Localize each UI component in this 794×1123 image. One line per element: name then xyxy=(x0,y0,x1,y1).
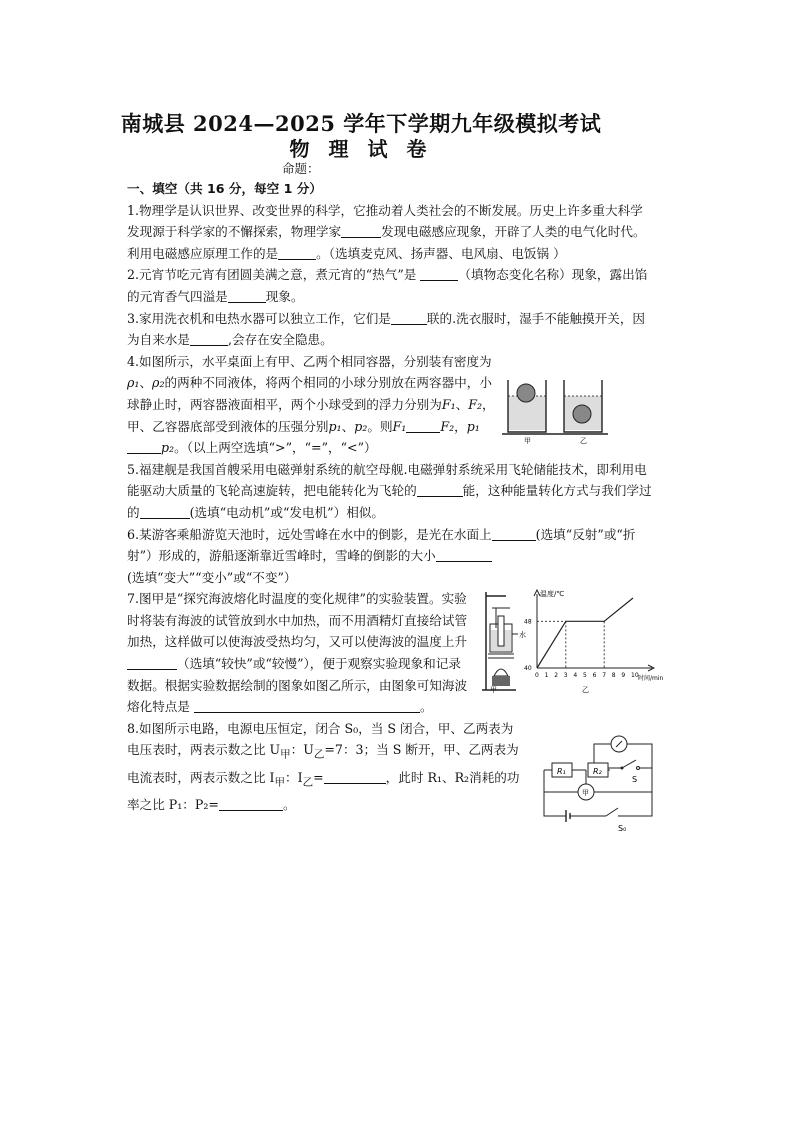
x-tick-label: 1 xyxy=(544,672,549,679)
q4-text-h: 。（以上两空选填“>”，“=”，“<”） xyxy=(174,440,377,456)
answer-blank[interactable] xyxy=(436,547,492,562)
temperature-curve xyxy=(537,598,633,668)
q5-text-c: (选填“电动机”或“发电机”）相似。 xyxy=(189,504,384,520)
answer-blank[interactable] xyxy=(127,439,161,454)
q2-text-a: 2.元宵节吃元宵有团圆美满之意，煮元宵的“热气”是 xyxy=(127,267,421,283)
q2-text-b: （填物态变化名称）现象，露出馅的元宵香气四溢是 xyxy=(127,267,648,304)
q8-sub: 乙 xyxy=(302,776,314,789)
section-heading: 一、填空（共 16 分，每空 1 分） xyxy=(127,181,322,196)
y-tick-label: 48 xyxy=(524,618,532,626)
ball-b xyxy=(573,405,591,423)
p2-symbol: p₂ xyxy=(354,418,368,434)
f1-symbol: F₁ xyxy=(441,396,456,412)
answer-blank[interactable] xyxy=(341,223,381,238)
rho1-symbol: ρ₁ xyxy=(127,375,140,391)
question-4 xyxy=(127,351,501,459)
q2-text-c: 现象。 xyxy=(265,288,304,304)
x-tick-label: 0 xyxy=(535,672,539,679)
figure-label-a: 甲 xyxy=(490,686,497,694)
q8-text-e: = xyxy=(313,769,324,785)
figure-label-a: 甲 xyxy=(524,437,531,444)
q1-text-a: 1.物理学是认识世界、改变世界的科学，它推动着人类社会的不断发展。历史上许多重大科学发现源于科学家的不懈探索，物理学家 xyxy=(127,202,643,240)
q8-text-f: ，此时 R₁、R₂消耗的功率之比 P₁：P₂= xyxy=(127,769,520,812)
answer-blank[interactable] xyxy=(278,245,316,260)
figure-label-b: 乙 xyxy=(580,437,587,444)
q6-text-b: (选填“反射”或“折射”）形成的，游船逐渐靠近雪峰时，雪峰的倒影的大小 xyxy=(127,526,636,564)
x-tick-label: 5 xyxy=(583,672,587,679)
q8-text-d: ：I xyxy=(285,769,303,785)
container-b xyxy=(564,380,602,432)
q4-text-c: 、 xyxy=(455,396,469,412)
q3-text-a: 3.家用洗衣机和电热水器可以独立工作，它们是 xyxy=(127,310,391,326)
q3-text-c: ,会存在安全隐患。 xyxy=(227,332,333,348)
q1-text-c: 。（选填麦克风、扬声器、电风扇、电饭锅 ） xyxy=(316,245,566,261)
answer-blank[interactable] xyxy=(219,796,283,811)
q5-text-b: 能，这种能量转化方式与我们学过的 xyxy=(127,483,652,520)
resistor-r1-label: R₁ xyxy=(557,767,566,776)
q8-text-a: 8.如图所示电路，电源电压恒定，闭合 S₀，当 S 闭合，甲、乙两表为电压表时，两表示数之比 U xyxy=(127,720,514,758)
question-8 xyxy=(127,718,525,815)
x-axis-label: 时间/min xyxy=(638,675,664,682)
answer-blank[interactable] xyxy=(492,526,536,541)
q7-text-a: 7.图甲是“探究海波熔化时温度的变化规律”的实验装置。实验时将装有海波的试管放到水中加热，而不用酒精灯直接给试管加热，这样做可以使海波受热均匀，又可以使海波的温度上升 xyxy=(127,591,468,650)
answer-blank[interactable] xyxy=(324,769,386,784)
x-tick-label: 7 xyxy=(602,672,607,679)
f2-symbol: F₂ xyxy=(440,418,455,434)
q4-text-f: 。则 xyxy=(367,418,393,434)
meter-a-label: 甲 xyxy=(582,789,589,797)
q7-text-b: （选填“较快”或“较慢”），便于观察实验现象和记录数据。根据实验数据绘制的图象如图乙所示，由图象可知海波熔化特点是 xyxy=(127,656,468,715)
switch-s-contact xyxy=(637,767,640,770)
answer-blank[interactable] xyxy=(391,310,427,325)
switch-s-pivot xyxy=(621,767,624,770)
answer-blank[interactable] xyxy=(406,418,440,433)
x-tick-label: 2 xyxy=(554,672,559,679)
containers-figure xyxy=(502,374,612,444)
asbestos-net xyxy=(488,654,514,658)
exam-content xyxy=(127,178,655,815)
container-a xyxy=(508,380,546,432)
q5-text-a: 5.福建舰是我国首艘采用电磁弹射系统的航空母舰.电磁弹射系统采用飞轮储能技术，即利用电能驱动大质量的飞轮高速旋转，把电能转化为飞轮的 xyxy=(127,461,647,499)
q4-text-a: 4.如图所示，水平桌面上有甲、乙两个相同容器，分别装有密度为 xyxy=(127,353,492,369)
exam-subtitle: 物 理 试 卷 xyxy=(289,137,433,161)
f2-symbol: F₂ xyxy=(468,396,483,412)
q4-text-d: ，甲、乙容器底部受到液体的压强分别 xyxy=(127,396,495,434)
f1-symbol: F₁ xyxy=(392,418,407,434)
q8-sub: 乙 xyxy=(313,748,325,761)
q8-sub: 甲 xyxy=(274,776,286,789)
switch-s0 xyxy=(606,808,618,816)
question-6 xyxy=(127,524,655,589)
x-tick-label: 9 xyxy=(621,672,626,679)
q1-text-b: 发现电磁感应现象，开辟了人类的电气化时代。利用电磁感应原理工作的是 xyxy=(127,224,646,261)
question-5 xyxy=(127,459,655,524)
q7-text-c: 。 xyxy=(419,699,433,715)
x-tick-label: 4 xyxy=(573,672,578,679)
q3-text-b: 联的.洗衣服时，湿手不能触摸开关，因为自来水是 xyxy=(127,310,646,348)
exam-title: 南城县 2024—2025 学年下学期九年级模拟考试 xyxy=(120,111,602,136)
q8-text-g: 。 xyxy=(282,796,296,812)
test-tube xyxy=(498,616,504,646)
question-7 xyxy=(127,588,473,718)
answer-blank[interactable] xyxy=(420,266,458,281)
ball-a xyxy=(517,384,535,402)
q4-text-e: 、 xyxy=(341,418,355,434)
p2-symbol: p₂ xyxy=(161,440,175,456)
x-tick-label: 10 xyxy=(631,672,639,679)
answer-blank[interactable] xyxy=(228,288,266,303)
y-axis-label: 温度/℃ xyxy=(540,590,565,598)
battery xyxy=(566,810,570,822)
p1-symbol: p₁ xyxy=(466,418,480,434)
figure-label-b: 乙 xyxy=(582,686,589,694)
answer-blank[interactable] xyxy=(194,698,420,713)
answer-blank[interactable] xyxy=(417,482,463,497)
q6-text-a: 6.某游客乘船游览天池时，远处雪峰在水中的倒影，是光在水面上 xyxy=(127,526,492,542)
question-1 xyxy=(127,200,655,265)
q4-text-b: 的两种不同液体，将两个相同的小球分别放在两容器中，小球静止时，两容器液面相平，两个小球受到的浮力分别为 xyxy=(127,375,492,412)
x-tick-label: 8 xyxy=(611,672,616,679)
q4-sep: 、 xyxy=(139,375,153,391)
alcohol-lamp xyxy=(494,669,508,676)
switch-s0-label: S₀ xyxy=(618,824,627,833)
circuit-figure xyxy=(538,730,664,836)
resistor-r2-label: R₂ xyxy=(593,767,602,776)
lamp-base xyxy=(492,676,510,686)
answer-blank[interactable] xyxy=(140,504,190,519)
q4-text-g: ， xyxy=(454,418,467,434)
answer-blank[interactable] xyxy=(127,655,177,670)
p1-symbol: p₁ xyxy=(328,418,342,434)
question-2 xyxy=(127,264,655,307)
question-3 xyxy=(127,308,655,351)
author-label: 命题： xyxy=(282,161,320,176)
y-tick-label: 40 xyxy=(524,665,532,672)
switch-s-label: S xyxy=(632,775,638,784)
water-label: 水 xyxy=(519,631,526,639)
q8-text-b: ：U xyxy=(290,742,314,758)
q6-text-c: (选填“变大”“变小”或“不变”） xyxy=(127,569,297,585)
answer-blank[interactable] xyxy=(190,331,228,346)
q8-sub: 甲 xyxy=(280,748,291,761)
rho2-symbol: ρ₂ xyxy=(152,375,165,391)
switch-s xyxy=(622,760,636,768)
x-tick-label: 3 xyxy=(563,672,568,679)
q8-text-c: =7：3；当 S 断开，甲、乙两表为电流表时，两表示数之比 I xyxy=(127,742,519,785)
x-tick-label: 6 xyxy=(592,672,597,679)
melting-chart xyxy=(520,586,670,696)
